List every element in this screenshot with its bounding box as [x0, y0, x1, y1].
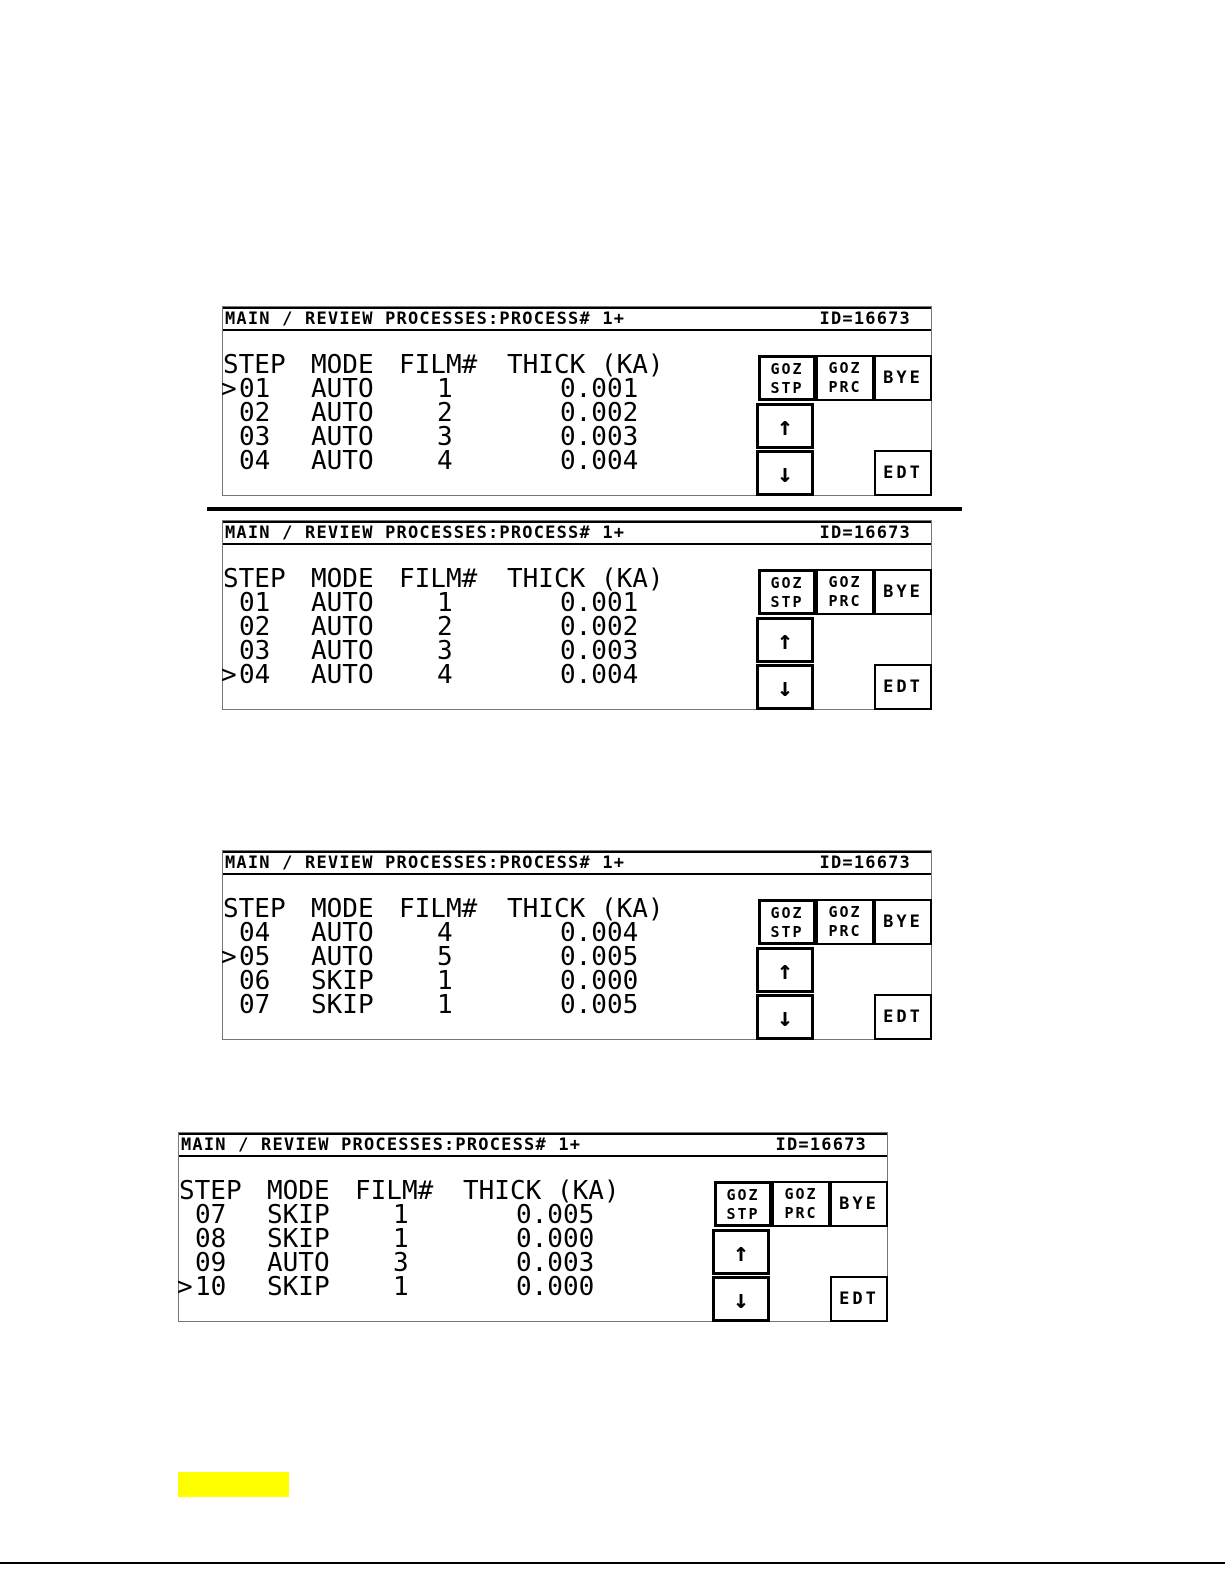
- process-review-screen: [222, 850, 932, 1040]
- section-divider: [207, 507, 962, 511]
- scroll-down-arrow-icon[interactable]: ↓: [756, 664, 814, 710]
- scroll-up-arrow-icon[interactable]: ↑: [756, 947, 814, 993]
- goto-step-button[interactable]: [758, 569, 816, 615]
- thickness-value: 0.004: [560, 660, 639, 690]
- goto-step-label-top: GOZ: [770, 904, 804, 922]
- thickness-value: 0.000: [516, 1272, 595, 1302]
- thickness-value: 0.005: [560, 942, 639, 972]
- goto-step-label-bottom: STP: [770, 593, 804, 611]
- film-number: 2: [437, 398, 453, 428]
- step-mode: SKIP: [267, 1200, 330, 1230]
- table-row[interactable]: [177, 1272, 709, 1302]
- film-number: 1: [437, 990, 453, 1020]
- goto-step-label-bottom: STP: [726, 1205, 760, 1223]
- thickness-value: 0.000: [560, 966, 639, 996]
- scroll-up-arrow-icon[interactable]: ↑: [712, 1229, 770, 1275]
- film-number: 3: [437, 422, 453, 452]
- selection-cursor-icon: >: [221, 942, 237, 972]
- table-row[interactable]: [221, 660, 753, 690]
- goto-process-label-bottom: PRC: [828, 922, 862, 940]
- film-number: 4: [437, 918, 453, 948]
- table-row[interactable]: [179, 1248, 709, 1278]
- column-header-thick: THICK (KA): [507, 564, 664, 594]
- scroll-up-arrow-icon[interactable]: ↑: [756, 617, 814, 663]
- step-number: 07: [239, 990, 271, 1020]
- column-header-mode: MODE: [311, 350, 374, 380]
- column-header-step: STEP: [179, 1176, 242, 1206]
- edit-button[interactable]: EDT: [874, 994, 932, 1040]
- thickness-value: 0.005: [560, 990, 639, 1020]
- table-row[interactable]: [223, 918, 753, 948]
- table-row[interactable]: [223, 446, 753, 476]
- steps-table: [221, 894, 753, 1020]
- goto-process-label-top: GOZ: [784, 1185, 818, 1203]
- breadcrumb-title: MAIN / REVIEW PROCESSES:PROCESS# 1+: [225, 853, 626, 873]
- step-mode: AUTO: [311, 588, 374, 618]
- selection-cursor-icon: >: [177, 1272, 193, 1302]
- step-mode: AUTO: [311, 636, 374, 666]
- goto-step-button[interactable]: [714, 1181, 772, 1227]
- column-header-film: FILM#: [399, 894, 478, 924]
- thickness-value: 0.002: [560, 398, 639, 428]
- thickness-value: 0.002: [560, 612, 639, 642]
- table-row[interactable]: [179, 1224, 709, 1254]
- goto-process-label-bottom: PRC: [784, 1204, 818, 1222]
- step-number: 04: [239, 446, 271, 476]
- step-mode: AUTO: [311, 942, 374, 972]
- goto-process-label-bottom: PRC: [828, 592, 862, 610]
- thickness-value: 0.003: [516, 1248, 595, 1278]
- edit-button[interactable]: EDT: [874, 664, 932, 710]
- film-number: 1: [437, 966, 453, 996]
- device-id: ID=16673: [775, 1135, 867, 1155]
- step-number: 09: [195, 1248, 227, 1278]
- goto-process-label-bottom: PRC: [828, 378, 862, 396]
- step-mode: AUTO: [311, 660, 374, 690]
- table-row[interactable]: [223, 636, 753, 666]
- table-row[interactable]: [221, 374, 753, 404]
- title-bar: [179, 1133, 887, 1157]
- bye-button[interactable]: BYE: [874, 355, 932, 401]
- step-mode: SKIP: [267, 1272, 330, 1302]
- goto-step-label-top: GOZ: [726, 1186, 760, 1204]
- table-header: [223, 564, 753, 594]
- step-mode: AUTO: [311, 446, 374, 476]
- goto-process-label-top: GOZ: [828, 903, 862, 921]
- process-review-screen: [222, 520, 932, 710]
- column-header-thick: THICK (KA): [507, 894, 664, 924]
- film-number: 1: [393, 1272, 409, 1302]
- goto-process-button[interactable]: [816, 899, 874, 945]
- breadcrumb-title: MAIN / REVIEW PROCESSES:PROCESS# 1+: [225, 309, 626, 329]
- steps-table: [221, 350, 753, 476]
- goto-step-label-bottom: STP: [770, 923, 804, 941]
- breadcrumb-title: MAIN / REVIEW PROCESSES:PROCESS# 1+: [181, 1135, 582, 1155]
- table-row[interactable]: [223, 612, 753, 642]
- goto-process-button[interactable]: [816, 355, 874, 401]
- device-id: ID=16673: [819, 523, 911, 543]
- scroll-down-arrow-icon[interactable]: ↓: [756, 994, 814, 1040]
- yellow-highlight-mark: [178, 1472, 289, 1497]
- table-row[interactable]: [223, 966, 753, 996]
- goto-step-button[interactable]: [758, 355, 816, 401]
- edit-button[interactable]: EDT: [830, 1276, 888, 1322]
- step-number: 02: [239, 398, 271, 428]
- goto-process-label-top: GOZ: [828, 573, 862, 591]
- step-number: 06: [239, 966, 271, 996]
- step-mode: SKIP: [311, 966, 374, 996]
- column-header-thick: THICK (KA): [507, 350, 664, 380]
- film-number: 4: [437, 446, 453, 476]
- selection-cursor-icon: >: [221, 374, 237, 404]
- goto-process-button[interactable]: [816, 569, 874, 615]
- thickness-value: 0.000: [516, 1224, 595, 1254]
- steps-table: [221, 564, 753, 690]
- table-row[interactable]: [223, 422, 753, 452]
- film-number: 1: [437, 374, 453, 404]
- selection-cursor-icon: >: [221, 660, 237, 690]
- scroll-down-arrow-icon[interactable]: ↓: [712, 1276, 770, 1322]
- film-number: 3: [393, 1248, 409, 1278]
- table-header: [179, 1176, 709, 1206]
- step-mode: AUTO: [311, 612, 374, 642]
- step-mode: AUTO: [267, 1248, 330, 1278]
- step-number: 08: [195, 1224, 227, 1254]
- column-header-mode: MODE: [311, 564, 374, 594]
- column-header-step: STEP: [223, 894, 286, 924]
- process-review-screen: [222, 306, 932, 496]
- film-number: 5: [437, 942, 453, 972]
- step-mode: SKIP: [311, 990, 374, 1020]
- column-header-thick: THICK (KA): [463, 1176, 620, 1206]
- table-header: [223, 350, 753, 380]
- film-number: 1: [437, 588, 453, 618]
- title-bar: [223, 307, 931, 331]
- page-bottom-rule: [0, 1562, 1225, 1564]
- film-number: 4: [437, 660, 453, 690]
- step-mode: AUTO: [311, 918, 374, 948]
- thickness-value: 0.003: [560, 422, 639, 452]
- step-mode: AUTO: [311, 374, 374, 404]
- film-number: 1: [393, 1224, 409, 1254]
- film-number: 1: [393, 1200, 409, 1230]
- goto-step-button[interactable]: [758, 899, 816, 945]
- table-row[interactable]: [179, 1200, 709, 1230]
- title-bar: [223, 521, 931, 545]
- bye-button[interactable]: BYE: [874, 899, 932, 945]
- table-row[interactable]: [223, 990, 753, 1020]
- step-number: 10: [195, 1272, 227, 1302]
- step-number: 04: [239, 918, 271, 948]
- step-number: 05: [239, 942, 271, 972]
- column-header-film: FILM#: [399, 564, 478, 594]
- steps-table: [177, 1176, 709, 1302]
- edit-button[interactable]: EDT: [874, 450, 932, 496]
- goto-process-button[interactable]: [772, 1181, 830, 1227]
- column-header-film: FILM#: [399, 350, 478, 380]
- step-number: 01: [239, 374, 271, 404]
- thickness-value: 0.004: [560, 918, 639, 948]
- device-id: ID=16673: [819, 309, 911, 329]
- column-header-film: FILM#: [355, 1176, 434, 1206]
- goto-process-label-top: GOZ: [828, 359, 862, 377]
- step-number: 04: [239, 660, 271, 690]
- device-id: ID=16673: [819, 853, 911, 873]
- column-header-step: STEP: [223, 350, 286, 380]
- table-row[interactable]: [221, 942, 753, 972]
- bye-button[interactable]: BYE: [874, 569, 932, 615]
- step-mode: SKIP: [267, 1224, 330, 1254]
- scroll-down-arrow-icon[interactable]: ↓: [756, 450, 814, 496]
- step-number: 03: [239, 636, 271, 666]
- scroll-up-arrow-icon[interactable]: ↑: [756, 403, 814, 449]
- column-header-mode: MODE: [311, 894, 374, 924]
- goto-step-label-top: GOZ: [770, 360, 804, 378]
- table-header: [223, 894, 753, 924]
- step-mode: AUTO: [311, 422, 374, 452]
- thickness-value: 0.001: [560, 374, 639, 404]
- film-number: 2: [437, 612, 453, 642]
- column-header-mode: MODE: [267, 1176, 330, 1206]
- step-mode: AUTO: [311, 398, 374, 428]
- table-row[interactable]: [223, 398, 753, 428]
- film-number: 3: [437, 636, 453, 666]
- step-number: 07: [195, 1200, 227, 1230]
- goto-step-label-bottom: STP: [770, 379, 804, 397]
- thickness-value: 0.004: [560, 446, 639, 476]
- breadcrumb-title: MAIN / REVIEW PROCESSES:PROCESS# 1+: [225, 523, 626, 543]
- thickness-value: 0.001: [560, 588, 639, 618]
- process-review-screen: [178, 1132, 888, 1322]
- bye-button[interactable]: BYE: [830, 1181, 888, 1227]
- table-row[interactable]: [223, 588, 753, 618]
- thickness-value: 0.005: [516, 1200, 595, 1230]
- thickness-value: 0.003: [560, 636, 639, 666]
- title-bar: [223, 851, 931, 875]
- column-header-step: STEP: [223, 564, 286, 594]
- step-number: 03: [239, 422, 271, 452]
- step-number: 02: [239, 612, 271, 642]
- goto-step-label-top: GOZ: [770, 574, 804, 592]
- step-number: 01: [239, 588, 271, 618]
